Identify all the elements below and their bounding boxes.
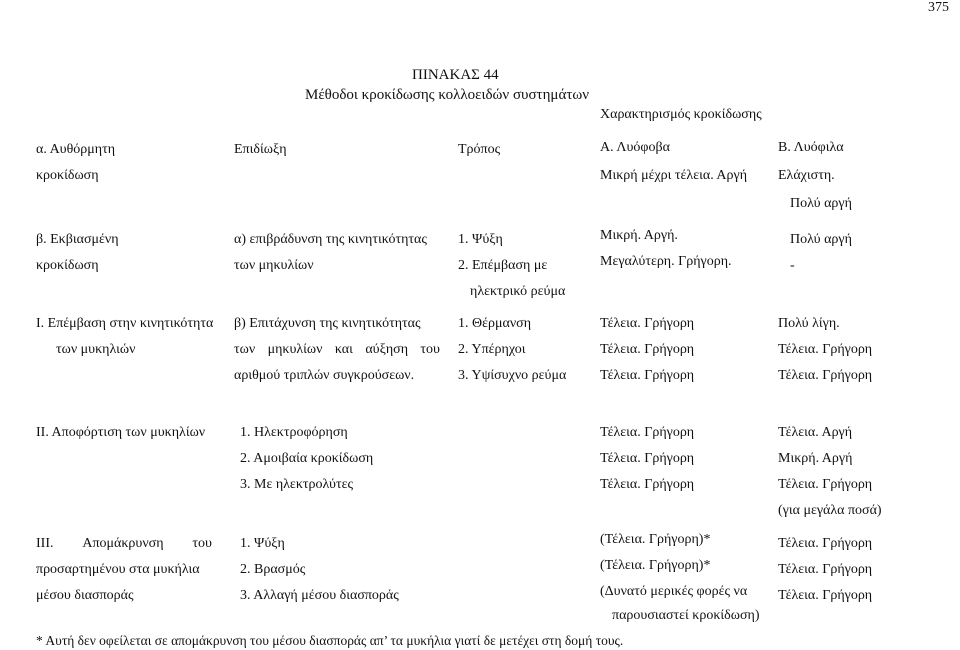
row-i-col1-line2: των μυκηλιών: [56, 342, 136, 357]
row-i-lyophobic-line2: Τέλεια. Γρήγορη: [600, 342, 695, 357]
row-iii-col1-line3: μέσου διασποράς: [36, 588, 134, 603]
row-i-goal-line1: β) Επιτάχυνση της κινητικότητας: [234, 316, 421, 331]
table-title: ΠΙΝΑΚΑΣ 44: [412, 67, 499, 83]
table-subtitle: Μέθοδοι κροκίδωσης κολλοειδών συστημάτων: [305, 87, 590, 103]
row-i-lyophilic-line1: Πολύ λίγη.: [778, 316, 840, 331]
row-iii-lyophobic-line2: (Τέλεια. Γρήγορη)*: [600, 558, 711, 573]
row-iii-lyophilic-line1: Τέλεια. Γρήγορη: [778, 536, 873, 551]
row-i-goal-line3: αριθμού τριπλών συγκρούσεων.: [234, 368, 415, 383]
col-header-method: Τρόπος: [458, 142, 501, 157]
row-b-lyophilic-line2: -: [790, 258, 795, 273]
row-i-method-line1: 1. Θέρμανση: [458, 316, 532, 331]
row-i-goal-word2: μηκυλίων: [267, 342, 323, 357]
row-a-lyophilic-line2: Πολύ αργή: [790, 196, 852, 211]
row-iii-lyophilic-line2: Τέλεια. Γρήγορη: [778, 562, 873, 577]
row-b-method-line2: 2. Επέμβαση με: [458, 258, 548, 273]
row-ii-method-3: 3. Με ηλεκτρολύτες: [240, 477, 353, 492]
row-i-goal-word3: και: [334, 342, 353, 357]
row-i-goal-word1: των: [234, 342, 256, 357]
col-header-lyophobic: Α. Λυόφοβα: [600, 140, 670, 155]
row-i-goal-word4: αύξηση: [365, 342, 409, 357]
row-ii-lyophobic-line2: Τέλεια. Γρήγορη: [600, 451, 695, 466]
row-iii-lyophilic-line3: Τέλεια. Γρήγορη: [778, 588, 873, 603]
row-b-method-line3: ηλεκτρικό ρεύμα: [470, 284, 566, 299]
row-b-method-line1: 1. Ψύξη: [458, 232, 503, 247]
row-iii-lyophobic-line3: (Δυνατό μερικές φορές να: [600, 584, 748, 599]
row-i-col1-line1: Ι. Επέμβαση στην κινητικότητα: [36, 316, 214, 331]
col-header-goal: Επιδίωξη: [234, 142, 287, 157]
row-ii-lyophobic-line3: Τέλεια. Γρήγορη: [600, 477, 695, 492]
col-header-lyophilic: Β. Λυόφιλα: [778, 140, 844, 155]
row-ii-method-2: 2. Αμοιβαία κροκίδωση: [240, 451, 374, 466]
page-number: 375: [928, 0, 949, 15]
row-iii-col1-line2: προσαρτημένου στα μυκήλια: [36, 562, 200, 577]
row-i-lyophobic-line3: Τέλεια. Γρήγορη: [600, 368, 695, 383]
row-i-goal-line2: [234, 342, 440, 358]
characteristics-header: Χαρακτηρισμός κροκίδωσης: [600, 107, 762, 122]
row-b-col1-line2: κροκίδωση: [36, 258, 99, 273]
row-b-goal-line2: των μηκυλίων: [234, 258, 314, 273]
row-a-col1-line2: κροκίδωση: [36, 168, 99, 183]
row-iii-col1-line1: [36, 536, 212, 552]
row-a-lyophilic-line1: Ελάχιστη.: [778, 168, 835, 183]
row-b-lyophobic-line2: Μεγαλύτερη. Γρήγορη.: [600, 254, 732, 269]
row-iii-method-3: 3. Αλλαγή μέσου διασποράς: [240, 588, 399, 603]
row-iii-col1-word3: του: [192, 536, 212, 551]
row-i-method-line2: 2. Υπέρηχοι: [458, 342, 526, 357]
row-ii-lyophilic-line4: (για μεγάλα ποσά): [778, 503, 882, 518]
row-i-goal-word5: του: [420, 342, 440, 357]
row-ii-lyophilic-line2: Μικρή. Αργή: [778, 451, 853, 466]
row-i-lyophilic-line3: Τέλεια. Γρήγορη: [778, 368, 873, 383]
row-iii-lyophobic-line4: παρουσιαστεί κροκίδωση): [612, 608, 760, 623]
row-ii-lyophobic-line1: Τέλεια. Γρήγορη: [600, 425, 695, 440]
row-ii-lyophilic-line3: Τέλεια. Γρήγορη: [778, 477, 873, 492]
row-a-col1-line1: α. Αυθόρμητη: [36, 142, 116, 157]
row-iii-col1-word1: ΙΙΙ.: [36, 536, 54, 551]
row-b-lyophobic-line1: Μικρή. Αργή.: [600, 228, 678, 243]
footnote: * Αυτή δεν οφείλεται σε απομάκρυνση του μέσου διασποράς απ’ τα μυκήλια γιατί δε μετέχει στη δομή τους.: [36, 633, 624, 648]
row-a-lyophobic-value: Μικρή μέχρι τέλεια. Αργή: [600, 168, 748, 183]
row-iii-method-2: 2. Βρασμός: [240, 562, 306, 577]
row-ii-col1: ΙΙ. Αποφόρτιση των μυκηλίων: [36, 425, 206, 440]
row-b-goal-line1: α) επιβράδυνση της κινητικότητας: [234, 232, 427, 247]
row-b-lyophilic-line1: Πολύ αργή: [790, 232, 852, 247]
row-iii-method-1: 1. Ψύξη: [240, 536, 285, 551]
row-i-lyophobic-line1: Τέλεια. Γρήγορη: [600, 316, 695, 331]
row-ii-method-1: 1. Ηλεκτροφόρηση: [240, 425, 348, 440]
row-i-method-line3: 3. Υψίσυχνο ρεύμα: [458, 368, 567, 383]
row-i-lyophilic-line2: Τέλεια. Γρήγορη: [778, 342, 873, 357]
row-ii-lyophilic-line1: Τέλεια. Αργή: [778, 425, 853, 440]
row-iii-col1-word2: Απομάκρυνση: [82, 536, 164, 551]
row-iii-lyophobic-line1: (Τέλεια. Γρήγορη)*: [600, 532, 711, 547]
row-b-col1-line1: β. Εκβιασμένη: [36, 232, 119, 247]
